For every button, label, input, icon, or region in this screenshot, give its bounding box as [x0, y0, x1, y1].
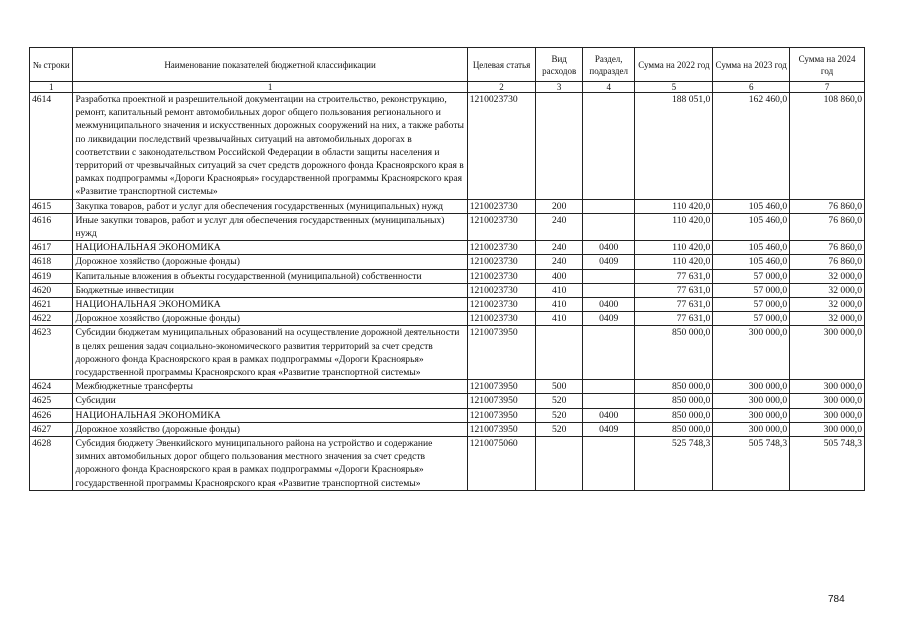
sum-2024: 32 000,0	[790, 283, 865, 297]
row-number: 4624	[30, 380, 73, 394]
column-number: 4	[582, 82, 635, 93]
expense-type: 410	[536, 283, 583, 297]
table-row	[30, 326, 865, 380]
indicator-name: Дорожное хозяйство (дорожные фонды)	[73, 312, 467, 326]
indicator-name: Межбюджетные трансферты	[73, 380, 467, 394]
section-code: 0409	[582, 312, 635, 326]
sum-2022: 77 631,0	[635, 298, 713, 312]
sum-2023: 505 748,3	[713, 437, 790, 491]
section-code	[582, 93, 635, 200]
table-row	[30, 213, 865, 240]
expense-type: 500	[536, 380, 583, 394]
sum-2023: 300 000,0	[713, 380, 790, 394]
expense-type: 240	[536, 241, 583, 255]
sum-2022: 110 420,0	[635, 213, 713, 240]
sum-2022: 850 000,0	[635, 326, 713, 380]
indicator-name: Субсидии	[73, 394, 467, 408]
sum-2023: 105 460,0	[713, 255, 790, 269]
sum-2022: 110 420,0	[635, 241, 713, 255]
table-row	[30, 408, 865, 422]
table-row	[30, 269, 865, 283]
indicator-name: Субсидия бюджету Эвенкийского муниципального района на устройство и содержание зимних автомобильных дорог общего пользования местного значения за счет средств дорожного фонда Красноярского края в рамках подпрограммы «Дороги Красноярья» государственной программы Красноярского края «Развитие транспортной системы»	[73, 437, 467, 491]
table-row	[30, 93, 865, 200]
expense-type: 400	[536, 269, 583, 283]
row-number: 4619	[30, 269, 73, 283]
expense-type	[536, 93, 583, 200]
sum-2022: 525 748,3	[635, 437, 713, 491]
section-code	[582, 437, 635, 491]
section-code	[582, 380, 635, 394]
table-row	[30, 298, 865, 312]
section-code: 0409	[582, 255, 635, 269]
sum-2024: 76 860,0	[790, 213, 865, 240]
column-number-row	[30, 82, 865, 93]
target-article: 1210023730	[467, 213, 536, 240]
expense-type: 410	[536, 312, 583, 326]
target-article: 1210023730	[467, 255, 536, 269]
header-row-no: № строки	[30, 48, 73, 82]
sum-2022: 110 420,0	[635, 255, 713, 269]
sum-2024: 300 000,0	[790, 394, 865, 408]
section-code: 0400	[582, 408, 635, 422]
row-number: 4628	[30, 437, 73, 491]
target-article: 1210023730	[467, 199, 536, 213]
expense-type: 240	[536, 213, 583, 240]
table-row	[30, 437, 865, 491]
table-row	[30, 241, 865, 255]
expense-type: 410	[536, 298, 583, 312]
row-number: 4616	[30, 213, 73, 240]
column-number: 7	[790, 82, 865, 93]
sum-2022: 77 631,0	[635, 269, 713, 283]
sum-2022: 77 631,0	[635, 312, 713, 326]
column-number: 1	[73, 82, 467, 93]
target-article: 1210073950	[467, 422, 536, 436]
target-article: 1210073950	[467, 394, 536, 408]
sum-2023: 162 460,0	[713, 93, 790, 200]
row-number: 4620	[30, 283, 73, 297]
header-section: Раздел, подраздел	[582, 48, 635, 82]
expense-type: 520	[536, 394, 583, 408]
expense-type	[536, 326, 583, 380]
expense-type: 520	[536, 422, 583, 436]
section-code	[582, 326, 635, 380]
sum-2023: 105 460,0	[713, 241, 790, 255]
sum-2023: 300 000,0	[713, 326, 790, 380]
sum-2023: 105 460,0	[713, 213, 790, 240]
column-number: 3	[536, 82, 583, 93]
column-number: 2	[467, 82, 536, 93]
header-expense-type: Вид расходов	[536, 48, 583, 82]
row-number: 4614	[30, 93, 73, 200]
target-article: 1210023730	[467, 241, 536, 255]
sum-2023: 300 000,0	[713, 394, 790, 408]
table-body	[30, 93, 865, 491]
sum-2022: 188 051,0	[635, 93, 713, 200]
sum-2024: 300 000,0	[790, 408, 865, 422]
row-number: 4623	[30, 326, 73, 380]
target-article: 1210023730	[467, 312, 536, 326]
indicator-name: Капитальные вложения в объекты государственной (муниципальной) собственности	[73, 269, 467, 283]
page-number: 784	[828, 594, 845, 605]
row-number: 4617	[30, 241, 73, 255]
section-code: 0409	[582, 422, 635, 436]
row-number: 4622	[30, 312, 73, 326]
sum-2022: 110 420,0	[635, 199, 713, 213]
column-number: 6	[713, 82, 790, 93]
sum-2024: 108 860,0	[790, 93, 865, 200]
sum-2022: 850 000,0	[635, 422, 713, 436]
row-number: 4625	[30, 394, 73, 408]
target-article: 1210073950	[467, 380, 536, 394]
sum-2023: 57 000,0	[713, 283, 790, 297]
sum-2024: 32 000,0	[790, 269, 865, 283]
sum-2024: 32 000,0	[790, 312, 865, 326]
sum-2024: 76 860,0	[790, 255, 865, 269]
expense-type: 520	[536, 408, 583, 422]
sum-2023: 57 000,0	[713, 298, 790, 312]
section-code	[582, 283, 635, 297]
section-code: 0400	[582, 298, 635, 312]
sum-2024: 76 860,0	[790, 241, 865, 255]
row-number: 4626	[30, 408, 73, 422]
table-row	[30, 283, 865, 297]
sum-2024: 300 000,0	[790, 380, 865, 394]
table-row	[30, 199, 865, 213]
indicator-name: Иные закупки товаров, работ и услуг для обеспечения государственных (муниципальных) нужд	[73, 213, 467, 240]
table-row	[30, 380, 865, 394]
section-code	[582, 213, 635, 240]
sum-2023: 300 000,0	[713, 408, 790, 422]
sum-2023: 105 460,0	[713, 199, 790, 213]
indicator-name: НАЦИОНАЛЬНАЯ ЭКОНОМИКА	[73, 298, 467, 312]
budget-table	[29, 47, 865, 491]
expense-type: 200	[536, 199, 583, 213]
header-sum-2023: Сумма на 2023 год	[713, 48, 790, 82]
header-sum-2024: Сумма на 2024 год	[790, 48, 865, 82]
column-number: 1	[30, 82, 73, 93]
table-row	[30, 394, 865, 408]
expense-type	[536, 437, 583, 491]
target-article: 1210023730	[467, 93, 536, 200]
table-row	[30, 255, 865, 269]
target-article: 1210075060	[467, 437, 536, 491]
indicator-name: Бюджетные инвестиции	[73, 283, 467, 297]
indicator-name: Субсидии бюджетам муниципальных образований на осуществление дорожной деятельности в целях решения задач социально-экономического развития территорий за счет средств дорожного фонда Красноярского края в рамках подпрограммы «Дороги Красноярья» государственной программы Красноярского края «Развитие транспортной системы»	[73, 326, 467, 380]
sum-2024: 300 000,0	[790, 422, 865, 436]
row-number: 4618	[30, 255, 73, 269]
section-code	[582, 199, 635, 213]
indicator-name: Разработка проектной и разрешительной документации на строительство, реконструкцию, ремонт, капитальный ремонт автомобильных дорог общего пользования регионального и межмуниципального значения и искусственных дорожных сооружений на них, а также работы по ликвидации последствий чрезвычайных ситуаций на автомобильных дорогах в соответствии с законодательством Российской Федерации в области защиты населения и территорий от чрезвычайных ситуаций за счет средств дорожного фонда Красноярского края в рамках подпрограммы «Дороги Красноярья» государственной программы Красноярского края «Развитие транспортной системы»	[73, 93, 467, 200]
indicator-name: НАЦИОНАЛЬНАЯ ЭКОНОМИКА	[73, 408, 467, 422]
row-number: 4615	[30, 199, 73, 213]
indicator-name: Дорожное хозяйство (дорожные фонды)	[73, 255, 467, 269]
sum-2022: 77 631,0	[635, 283, 713, 297]
target-article: 1210073950	[467, 326, 536, 380]
sum-2023: 57 000,0	[713, 269, 790, 283]
column-number: 5	[635, 82, 713, 93]
table-row	[30, 312, 865, 326]
target-article: 1210023730	[467, 269, 536, 283]
indicator-name: НАЦИОНАЛЬНАЯ ЭКОНОМИКА	[73, 241, 467, 255]
sum-2024: 300 000,0	[790, 326, 865, 380]
indicator-name: Дорожное хозяйство (дорожные фонды)	[73, 422, 467, 436]
target-article: 1210073950	[467, 408, 536, 422]
sum-2024: 76 860,0	[790, 199, 865, 213]
sum-2022: 850 000,0	[635, 380, 713, 394]
sum-2022: 850 000,0	[635, 408, 713, 422]
target-article: 1210023730	[467, 283, 536, 297]
row-number: 4627	[30, 422, 73, 436]
indicator-name: Закупка товаров, работ и услуг для обеспечения государственных (муниципальных) нужд	[73, 199, 467, 213]
sum-2024: 505 748,3	[790, 437, 865, 491]
sum-2024: 32 000,0	[790, 298, 865, 312]
header-sum-2022: Сумма на 2022 год	[635, 48, 713, 82]
table-row	[30, 422, 865, 436]
section-code	[582, 394, 635, 408]
section-code: 0400	[582, 241, 635, 255]
sum-2023: 300 000,0	[713, 422, 790, 436]
target-article: 1210023730	[467, 298, 536, 312]
sum-2023: 57 000,0	[713, 312, 790, 326]
header-target: Целевая статья	[467, 48, 536, 82]
sum-2022: 850 000,0	[635, 394, 713, 408]
header-name: Наименование показателей бюджетной классификации	[73, 48, 467, 82]
row-number: 4621	[30, 298, 73, 312]
section-code	[582, 269, 635, 283]
header-row	[30, 48, 865, 82]
expense-type: 240	[536, 255, 583, 269]
